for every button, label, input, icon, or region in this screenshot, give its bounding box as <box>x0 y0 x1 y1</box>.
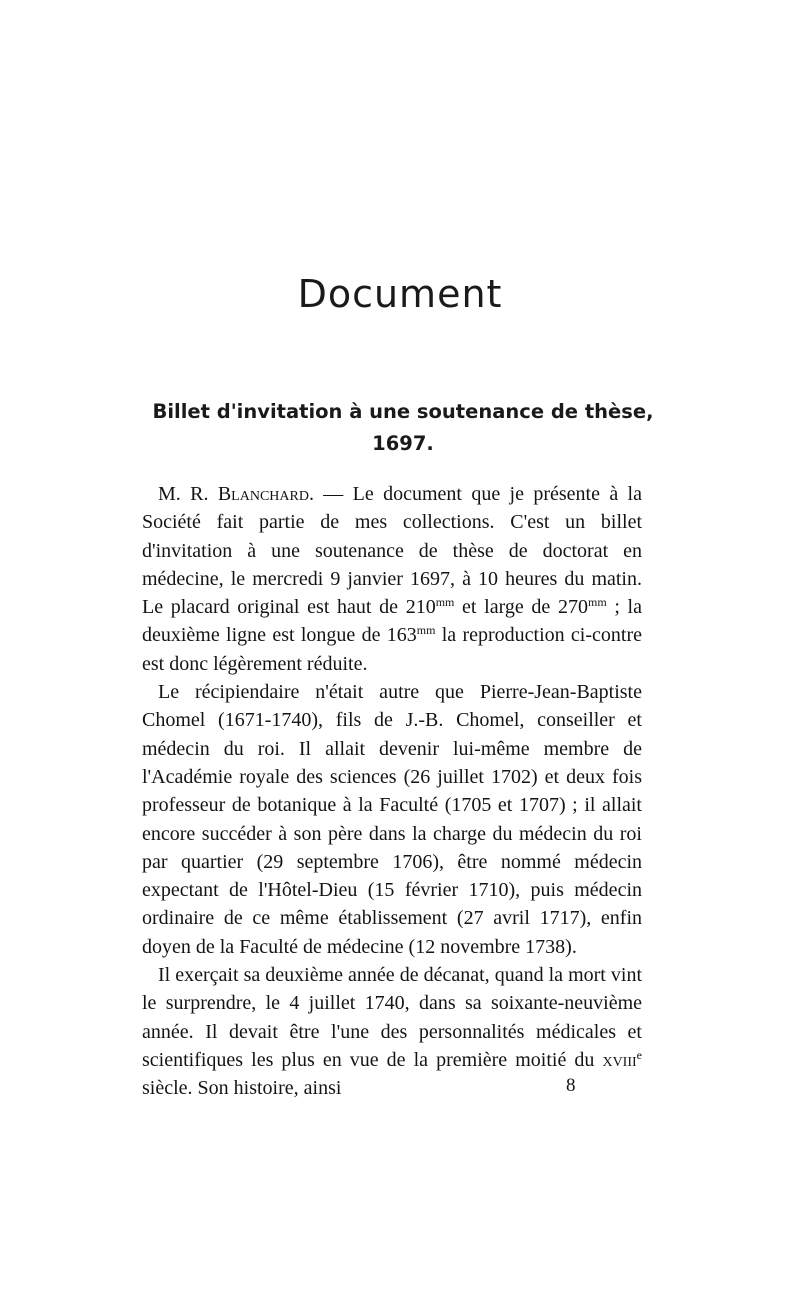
unit-superscript: mm <box>587 595 607 610</box>
unit-superscript: mm <box>416 623 436 638</box>
unit-superscript: mm <box>435 595 455 610</box>
century-numeral: xviii <box>602 1048 637 1071</box>
section-subtitle <box>150 396 656 460</box>
speaker-name: M. R. Blanchard. <box>158 483 314 505</box>
subtitle-line-2: 1697. <box>372 432 434 455</box>
paragraph-3-text-a: Il exerçait sa deuxième année de décanat, quand la mort vint le surprendre, le 4 juillet 1740, dans sa soixante-neuvième année. Il devait être l'une des personnalités médicales et scientifiques les plus en vue de la première moitié du <box>142 964 642 1071</box>
body-text <box>142 480 642 1103</box>
subtitle-line-1: Billet d'invitation à une soutenance de thèse, <box>152 400 654 423</box>
paragraph-1 <box>142 480 642 678</box>
page-number: 8 <box>566 1075 576 1096</box>
paragraph-1-text-a: — Le document que je présente à la Société fait partie de mes collections. C'est un billet d'invitation à une soutenance de thèse de doctorat en médecine, le mercredi 9 janvier 1697, à 10 heures du matin. Le placard original est haut de 210 <box>142 483 642 619</box>
century-superscript: e <box>636 1047 642 1062</box>
paragraph-2: Le récipiendaire n'était autre que Pierre-Jean-Baptiste Chomel (1671-1740), fils de J.-B. Chomel, conseiller et médecin du roi. Il allait devenir lui-même membre de l'Académie royale des sciences (26 juillet 1702) et deux fois professeur de botanique à la Faculté (1705 et 1707) ; il allait encore succéder à son père dans la charge du médecin du roi par quartier (29 septembre 1706), être nommé médecin expectant de l'Hôtel-Dieu (15 février 1710), puis médecin ordinaire de ce même établissement (27 avril 1717), enfin doyen de la Faculté de médecine (12 novembre 1738). <box>142 681 642 958</box>
paragraph-1-text-d: la reproduction ci-contre est donc légèrement réduite. <box>142 624 642 675</box>
paragraph-3-text-b: siècle. Son histoire, ainsi <box>142 1077 342 1100</box>
paragraph-1-text-c: ; la deuxième ligne est longue de 163 <box>142 596 642 647</box>
page-title: Document <box>297 272 503 316</box>
paragraph-1-text-b: et large de 270 <box>454 596 588 619</box>
